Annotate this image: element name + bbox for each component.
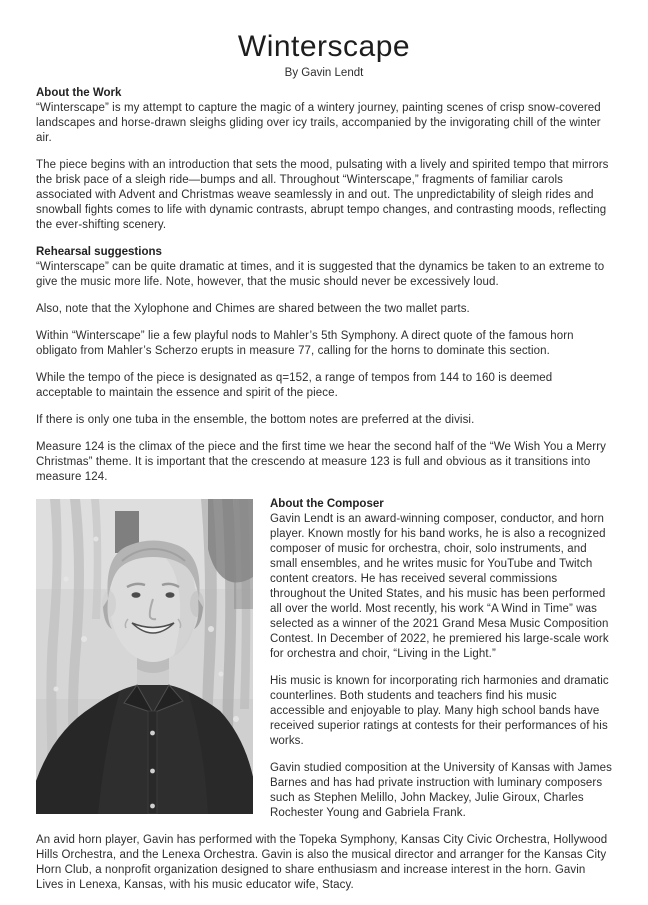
rehearsal-paragraph: “Winterscape” can be quite dramatic at times, and it is suggested that the dynamics be taken to an extreme to give the music more life. Note, however, that the music should never be excessively loud. xyxy=(36,261,605,288)
page-title: Winterscape xyxy=(237,30,411,63)
rehearsal-paragraph: Also, note that the Xylophone and Chimes are shared between the two mallet parts. xyxy=(36,303,470,315)
rehearsal-paragraph: While the tempo of the piece is designated as q=152, a range of tempos from 144 to 160 is deemed acceptable to maintain the essence and spirit of the piece. xyxy=(36,372,553,399)
rehearsal-paragraph: If there is only one tuba in the ensemble, the bottom notes are preferred at the divisi. xyxy=(36,414,475,426)
about-composer-paragraph: Gavin Lendt is an award-winning composer, conductor, and horn player. Known mostly for his band works, he is also a recognized composer of music for orchestra, choir, solo instruments, and small ensembles, and he writes music for YouTube and Twitch content creators. He has received several commissions throughout the United States, and his music has been performed all over the world. Most recently, his work “A Wind in Time” was selected as a winner of the 2021 Grand Mesa Music Composition Contest. In December of 2022, he premiered his large-scale work for orchestra and choir, “Living in the Light.” xyxy=(270,513,609,660)
about-composer-section xyxy=(36,497,612,905)
composer-photo xyxy=(36,499,253,814)
about-composer-paragraph: His music is known for incorporating rich harmonies and dramatic counterlines. Both students and teachers find his music accessible and enjoyable to play. Many high school bands have received superior ratings at contests for their performances of his works. xyxy=(270,675,609,747)
rehearsal-paragraph: Within “Winterscape” lie a few playful nods to Mahler’s 5th Symphony. A direct quote of the famous horn obligato from Mahler’s Scherzo erupts in measure 77, calling for the horns to dominate this section. xyxy=(36,330,574,357)
about-composer-paragraph: An avid horn player, Gavin has performed with the Topeka Symphony, Kansas City Civic Orchestra, Hollywood Hills Orchestra, and the Lenexa Orchestra. Gavin is also the musical director and arranger for the Kansas City Horn Club, a nonprofit organization designed to share enthusiasm and increase interest in the horn. Gavin Lives in Lenexa, Kansas, with his music educator wife, Stacy. xyxy=(36,834,608,891)
section-heading-about-the-composer: About the Composer xyxy=(270,498,384,510)
byline: By Gavin Lendt xyxy=(284,67,364,79)
about-work-paragraph: “Winterscape” is my attempt to capture the magic of a wintery journey, painting scenes of crisp snow-covered landscapes and horse-drawn sleighs gliding over icy trails, accompanied by the invigorating chill of the winter air. xyxy=(36,102,601,144)
about-work-paragraph: The piece begins with an introduction that sets the mood, pulsating with a lively and spirited tempo that mirrors the brisk pace of a sleigh ride—bumps and all. Throughout “Winterscape,” fragments of familiar carols associated with Advent and Christmas weave seamlessly in and out. The unpredictability of sleigh rides and snowball fights comes to life with dynamic contrasts, abrupt tempo changes, and contrasting moods, reflecting the ever-shifting scenery. xyxy=(36,159,609,231)
about-composer-paragraph: Gavin studied composition at the University of Kansas with James Barnes and has had private instruction with luminary composers such as Stephen Melillo, John Mackey, Julie Giroux, Charles Rochester Young and Gabriela Frank. xyxy=(270,762,612,819)
rehearsal-paragraph: Measure 124 is the climax of the piece and the first time we hear the second half of the “We Wish You a Merry Christmas” theme. It is important that the crescendo at measure 123 is full and obvious as it transitions into measure 124. xyxy=(36,441,606,483)
section-heading-about-the-work: About the Work xyxy=(36,87,122,99)
section-heading-rehearsal-suggestions: Rehearsal suggestions xyxy=(36,246,162,258)
